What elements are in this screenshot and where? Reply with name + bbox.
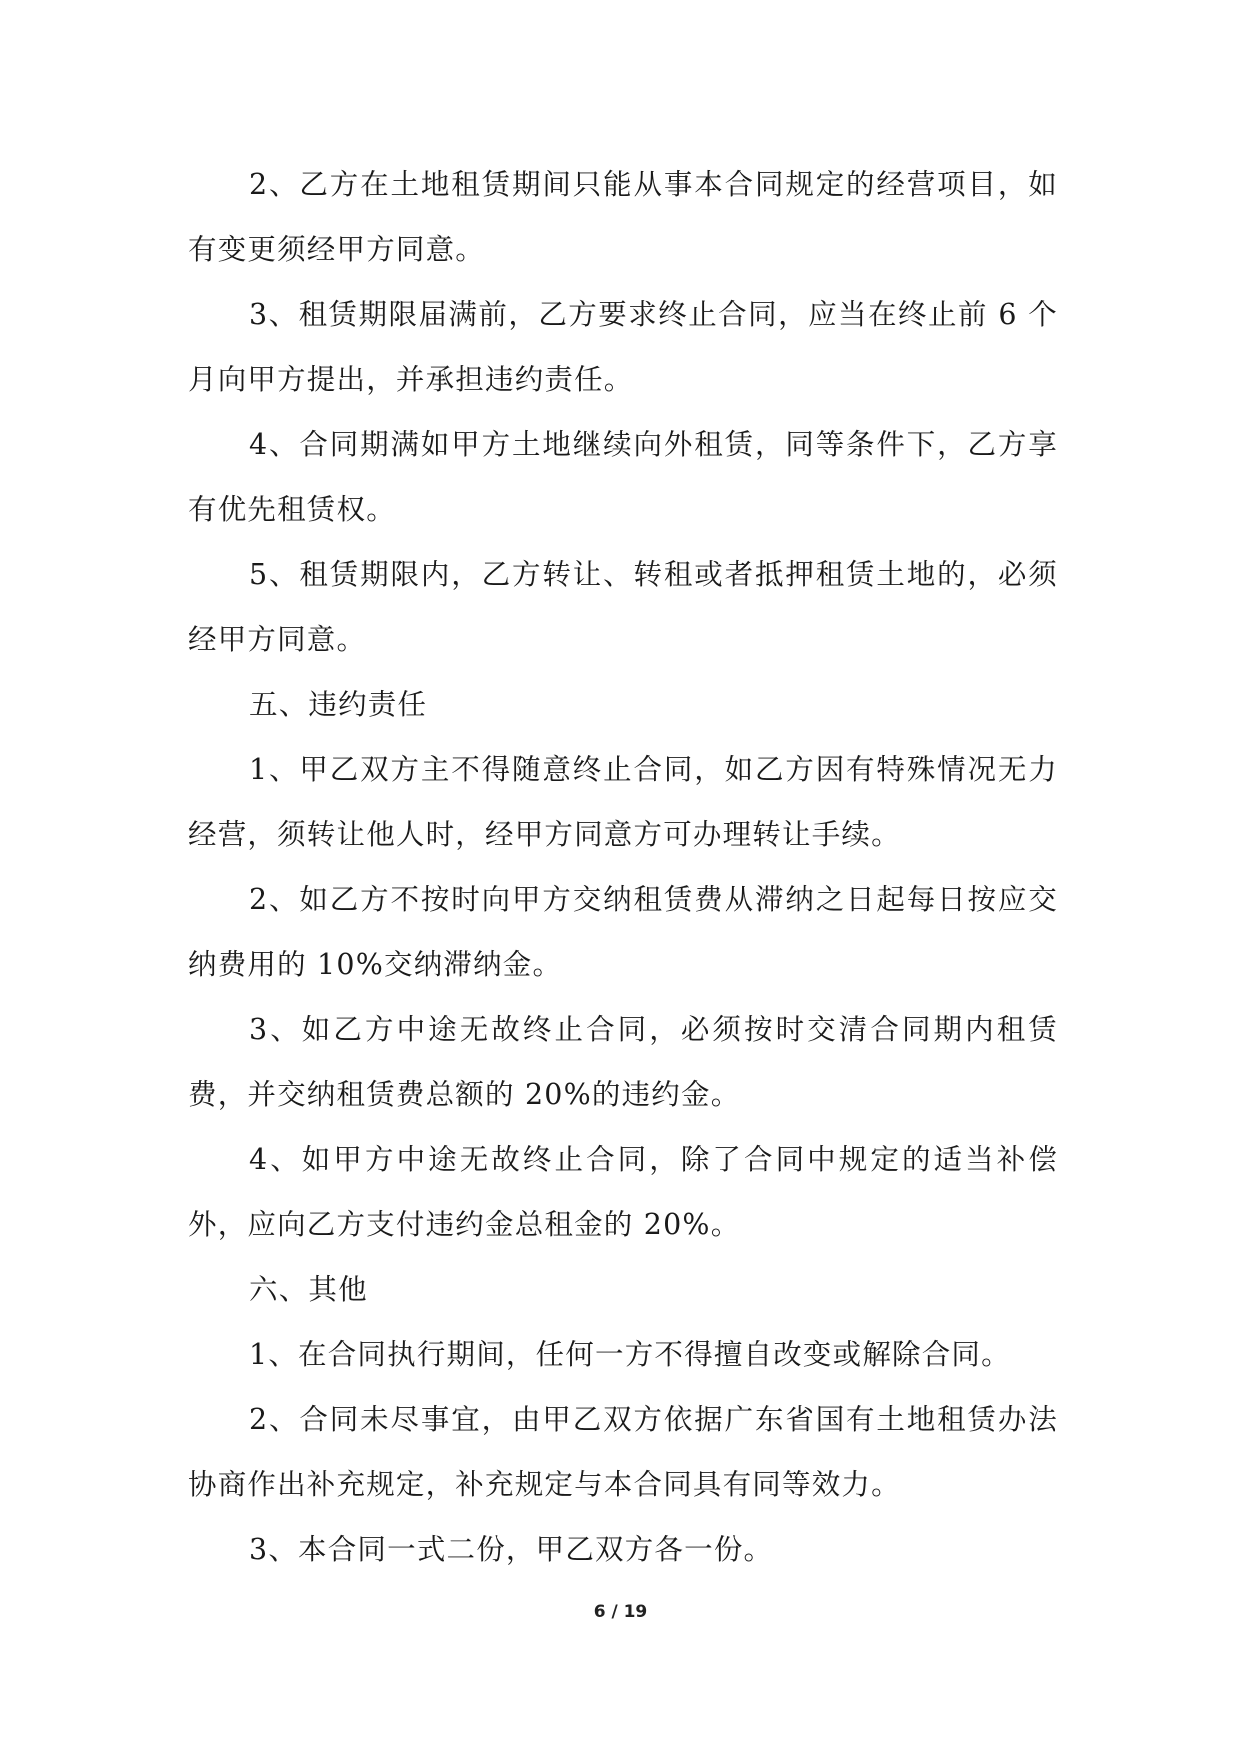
paragraph-clause-5-4: 4、如甲方中途无故终止合同，除了合同中规定的适当补偿外，应向乙方支付违约金总租金的 20%。 — [188, 1143, 1058, 1241]
document-body — [188, 152, 1058, 1582]
paragraph-clause-4-5: 5、租赁期限内，乙方转让、转租或者抵押租赁土地的，必须经甲方同意。 — [188, 558, 1058, 656]
section-heading-breach: 五、违约责任 — [249, 688, 428, 721]
paragraph-clause-4-2: 2、乙方在土地租赁期间只能从事本合同规定的经营项目，如有变更须经甲方同意。 — [188, 168, 1058, 266]
paragraph-clause-6-2: 2、合同未尽事宜，由甲乙双方依据广东省国有土地租赁办法协商作出补充规定，补充规定与本合同具有同等效力。 — [188, 1403, 1058, 1501]
paragraph-clause-5-3: 3、如乙方中途无故终止合同，必须按时交清合同期内租赁费，并交纳租赁费总额的 20%的违约金。 — [188, 1013, 1058, 1111]
paragraph-clause-4-4: 4、合同期满如甲方土地继续向外租赁，同等条件下，乙方享有优先租赁权。 — [188, 428, 1058, 526]
paragraph-clause-6-3: 3、本合同一式二份，甲乙双方各一份。 — [249, 1533, 774, 1566]
paragraph-clause-4-3: 3、租赁期限届满前，乙方要求终止合同，应当在终止前 6 个月向甲方提出，并承担违约责任。 — [188, 298, 1058, 396]
paragraph-clause-6-1: 1、在合同执行期间，任何一方不得擅自改变或解除合同。 — [249, 1338, 1011, 1371]
paragraph-clause-5-2: 2、如乙方不按时向甲方交纳租赁费从滞纳之日起每日按应交纳费用的 10%交纳滞纳金。 — [188, 883, 1058, 981]
paragraph-clause-5-1: 1、甲乙双方主不得随意终止合同，如乙方因有特殊情况无力经营，须转让他人时，经甲方同意方可办理转让手续。 — [188, 753, 1058, 851]
section-heading-other: 六、其他 — [249, 1273, 368, 1306]
page-number: 6 / 19 — [593, 1602, 648, 1622]
